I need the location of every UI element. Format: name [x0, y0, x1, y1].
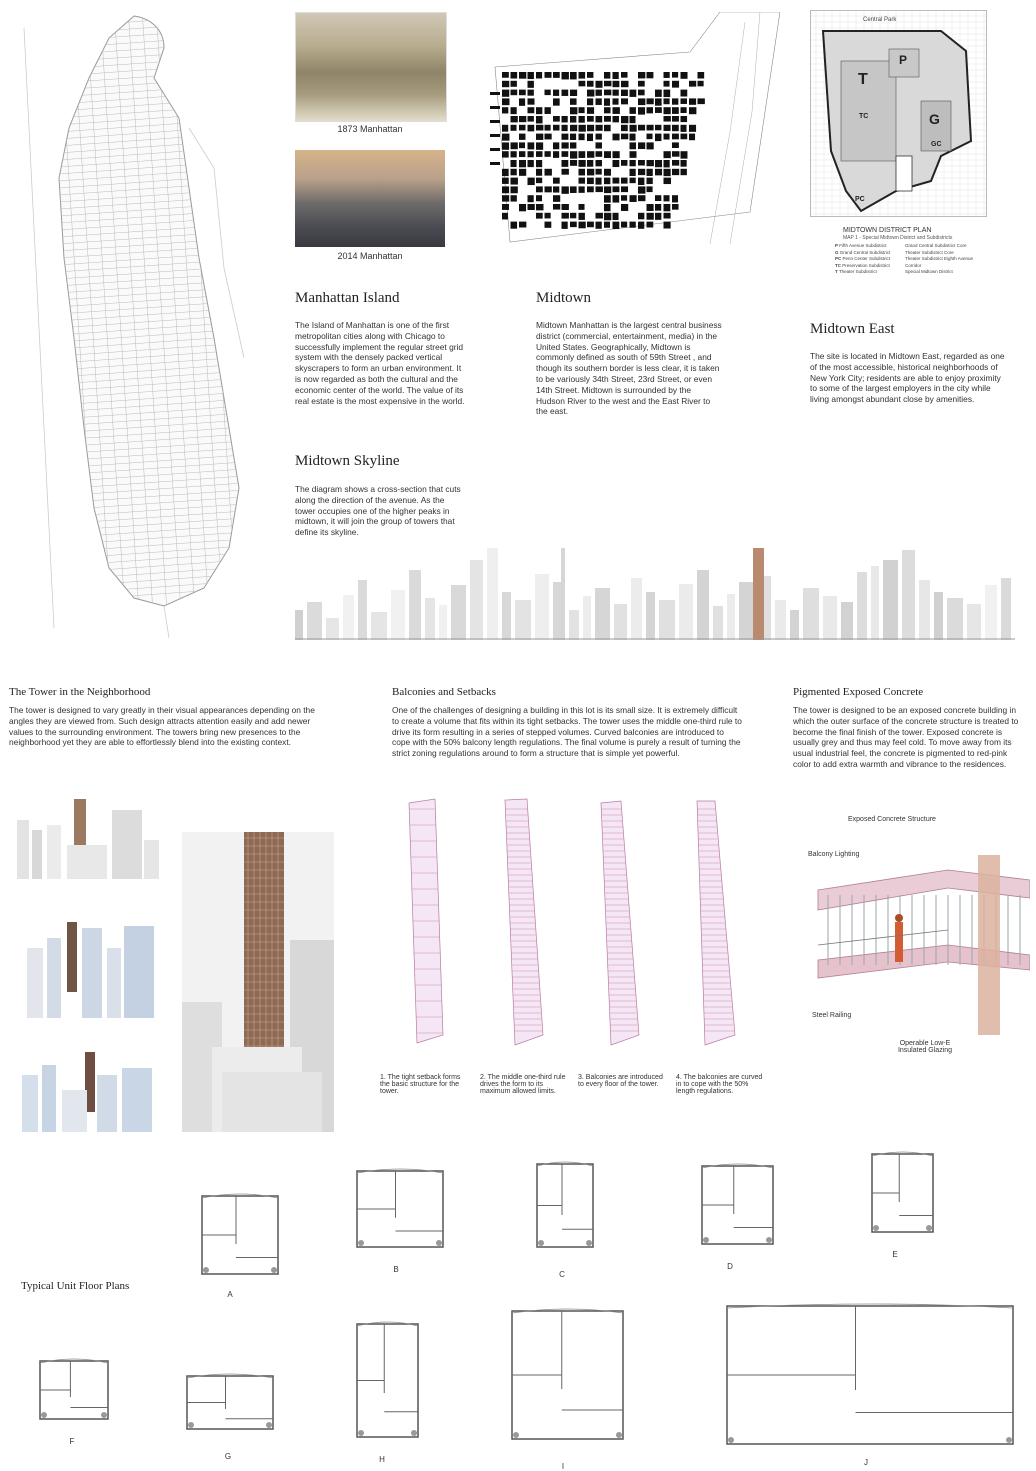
legend-item: Special Midtown District	[905, 269, 953, 274]
zone-pc: PC	[855, 196, 865, 203]
step-1-caption: 1. The tight setback forms the basic structure for the tower.	[380, 1074, 461, 1095]
floor-plan-label: A	[227, 1290, 233, 1299]
tower-step-2	[505, 799, 543, 1045]
neighborhood-render-1	[12, 795, 162, 879]
neighborhood-text: The tower is designed to vary greatly in their visual appearances depending on the angles they are viewed from. Such design attracts attention easily and add newer values to the surrounding environment. The towers bring new presences to the neighborhood yet they are able to effortlessly blend into the existing context.	[9, 705, 315, 748]
manhattan-island-title: Manhattan Island	[295, 290, 400, 306]
step-2-caption: 2. The middle one-third rule drives the form to its maximum allowed limits.	[480, 1074, 566, 1095]
legend-item: G Grand Central Subdistrict	[835, 249, 891, 255]
tower-in-skyline	[753, 548, 764, 640]
floor-plan-c	[535, 1158, 595, 1253]
balconies-title: Balconies and Setbacks	[392, 686, 496, 698]
midtown-text: Midtown Manhattan is the largest central business district (commercial, entertainment, media) in the United States. Geographically, Midtown is commonly defined as south of 59th Street , and though its southern border is less clear, it is taken to be variously 34th Street, 23rd Street, or even 14th Street. Midtown is surrounded by the Hudson River to the west and the East River to the east.	[536, 320, 722, 417]
zone-gc: GC	[931, 141, 942, 148]
legend-item: P Fifth Avenue Subdistrict	[835, 243, 887, 248]
midtown-east-title: Midtown East	[810, 321, 895, 337]
floor-plan-label: C	[559, 1270, 565, 1279]
tower-render-large	[182, 832, 334, 1132]
floor-plan-label: E	[892, 1250, 898, 1259]
zone-p: P	[899, 53, 908, 67]
floor-plan-label: I	[561, 1462, 565, 1471]
label-balcony-lighting: Balcony Lighting	[808, 851, 860, 858]
floor-plan-g	[185, 1370, 275, 1435]
floor-plan-b	[355, 1165, 445, 1253]
concrete-text: The tower is designed to be an exposed concrete building in which the outer surface of the concrete structure is treated to become the final finish of the tower. Exposed concrete is usually grey and thus may feel cold. To move away from its usual industrial feel, the concrete is pigmented to red-pink color to add extra warmth and vibrance to the residences.	[793, 705, 1019, 769]
zone-g: G	[929, 111, 940, 127]
midtown-east-text: The site is located in Midtown East, regarded as one of the most accessible, historical neighborhoods of New York City; residents are able to enjoy proximity to some of the largest employers in the city while living amongst abundant close by amenities.	[810, 351, 1005, 405]
floor-plan-label: F	[69, 1437, 75, 1446]
zone-t: T	[858, 71, 868, 88]
photo-1873-caption: 1873 Manhattan	[337, 124, 403, 134]
midtown-title: Midtown	[536, 290, 592, 306]
photo-1873-manhattan	[295, 12, 447, 122]
neighborhood-title: The Tower in the Neighborhood	[9, 686, 151, 698]
midtown-skyline-diagram	[295, 540, 1015, 640]
photo-2014-caption: 2014 Manhattan	[337, 251, 403, 261]
setback-diagrams	[395, 795, 775, 1065]
legend-item: TC Preservation Subdistrict	[835, 262, 890, 268]
manhattan-island-text: The Island of Manhattan is one of the first metropolitan cities along with Chicago to successfully implement the regular street grid system with the densely packed vertical skyscrapers to form an urban environment. It is now regarded as both the cultural and the economic center of the world. The value of its real estate is the most expensive in the world.	[295, 320, 465, 406]
floor-plan-f	[38, 1355, 110, 1425]
midtown-skyline-text: The diagram shows a cross-section that cuts along the direction of the avenue. As the tower occupies one of the higher peaks in midtown, it will join the group of towers that define its skyline.	[295, 484, 461, 538]
district-map-legend	[835, 243, 985, 276]
legend-item: T Theater Subdistrict	[835, 269, 877, 274]
floor-plan-i	[510, 1305, 625, 1445]
step-3-caption: 3. Balconies are introduced to every floor of the tower.	[578, 1074, 663, 1088]
floor-plan-label: J	[864, 1458, 868, 1467]
midtown-district-plan-map	[810, 10, 987, 217]
zone-tc: TC	[859, 113, 869, 120]
concrete-title: Pigmented Exposed Concrete	[793, 686, 924, 698]
floor-plan-j	[725, 1300, 1015, 1450]
label-glazing: Operable Low-E Insulated Glazing	[897, 1040, 953, 1054]
legend-item: Theater Subdistrict Core	[905, 249, 954, 255]
midtown-figure-ground-map	[490, 12, 780, 244]
floor-plan-label: D	[727, 1262, 733, 1271]
floor-plan-h	[355, 1318, 420, 1443]
floor-plan-d	[700, 1160, 775, 1250]
legend-item: Theater Subdistrict Eighth Avenue Corridor	[905, 256, 973, 268]
legend-item: Grand Central Subdistrict Core	[905, 243, 967, 248]
photo-2014-manhattan	[295, 150, 445, 247]
label-steel-railing: Steel Railing	[812, 1012, 852, 1019]
legend-item: PC Penn Center Subdistrict	[835, 256, 891, 261]
floor-plan-label: B	[393, 1265, 399, 1274]
balconies-text: One of the challenges of designing a building in this lot is its small size. It is extremely difficult to create a volume that fits within its tight setbacks. The tower uses the middle one-third rule to drive its form resulting in a series of stepped volumes. Curved balconies are introduced to cope with the 50% balcony length regulations. The final volume is purely a result of turning the strict zoning regulations around to form a structure that is simple yet powerful.	[392, 705, 742, 759]
floor-plan-e	[870, 1148, 935, 1238]
step-4-caption: 4. The balconies are curved in to cope with the 50% length regulations.	[676, 1074, 763, 1095]
label-exposed-concrete-structure: Exposed Concrete Structure	[848, 816, 936, 823]
manhattan-island-map	[14, 8, 244, 648]
floor-plan-a	[200, 1190, 280, 1280]
midtown-skyline-title: Midtown Skyline	[295, 453, 400, 469]
district-map-subtitle: MAP 1 - Special Midtown District and Subdistricts	[843, 235, 953, 241]
floor-plan-label: G	[224, 1452, 232, 1461]
label-central-park: Central Park	[863, 17, 897, 23]
floor-plan-label: H	[379, 1455, 385, 1464]
neighborhood-render-2	[22, 918, 157, 1018]
neighborhood-render-3	[17, 1050, 157, 1132]
floor-plans-title: Typical Unit Floor Plans	[21, 1280, 130, 1292]
district-map-title: MIDTOWN DISTRICT PLAN	[843, 227, 932, 234]
